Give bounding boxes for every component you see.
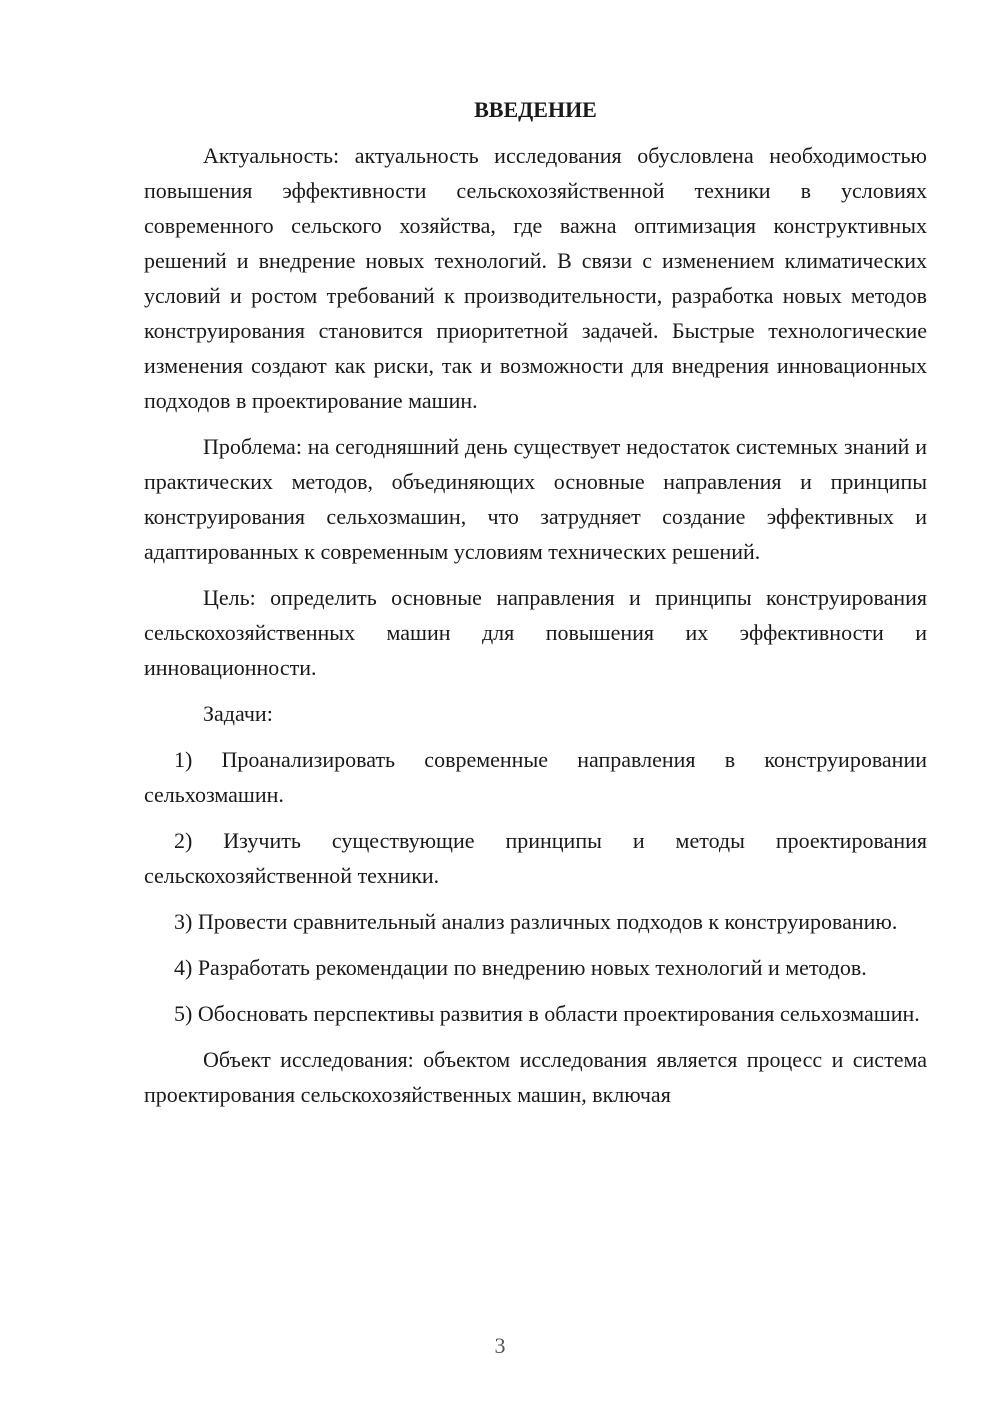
task-item: 5) Обосновать перспективы развития в области проектирования сельхозмашин. <box>174 1001 920 1026</box>
tasks-label: Задачи: <box>203 701 273 726</box>
problem-paragraph: Проблема: на сегодняшний день существует недостаток системных знаний и практических методов, объединяющих основные направления и принципы конструирования сельхозмашин, что затрудняет создание эффективных и адаптированных к современным условиям технических решений. <box>144 434 927 564</box>
object-paragraph: Объект исследования: объектом исследования является процесс и система проектирования сельскохозяйственных машин, включая <box>144 1047 927 1107</box>
task-item: 3) Провести сравнительный анализ различных подходов к конструированию. <box>174 909 898 934</box>
page-heading: ВВЕДЕНИЕ <box>474 97 597 122</box>
page-number: 3 <box>494 1333 506 1358</box>
task-item: 1) Проанализировать современные направления в конструировании сельхозмашин. <box>144 747 927 807</box>
relevance-paragraph: Актуальность: актуальность исследования обусловлена необходимостью повышения эффективности сельскохозяйственной техники в условиях современного сельского хозяйства, где важна оптимизация конструктивных решений и внедрение новых технологий. В связи с изменением климатических условий и ростом требований к производительности, разработка новых методов конструирования становится приоритетной задачей. Быстрые технологические изменения создают как риски, так и возможности для внедрения инновационных подходов в проектирование машин. <box>144 143 927 413</box>
page-content <box>144 92 927 1123</box>
goal-paragraph: Цель: определить основные направления и принципы конструирования сельскохозяйственных машин для повышения их эффективности и инновационности. <box>144 585 927 680</box>
task-item: 4) Разработать рекомендации по внедрению новых технологий и методов. <box>174 955 867 980</box>
task-item: 2) Изучить существующие принципы и методы проектирования сельскохозяйственной техники. <box>144 828 927 888</box>
